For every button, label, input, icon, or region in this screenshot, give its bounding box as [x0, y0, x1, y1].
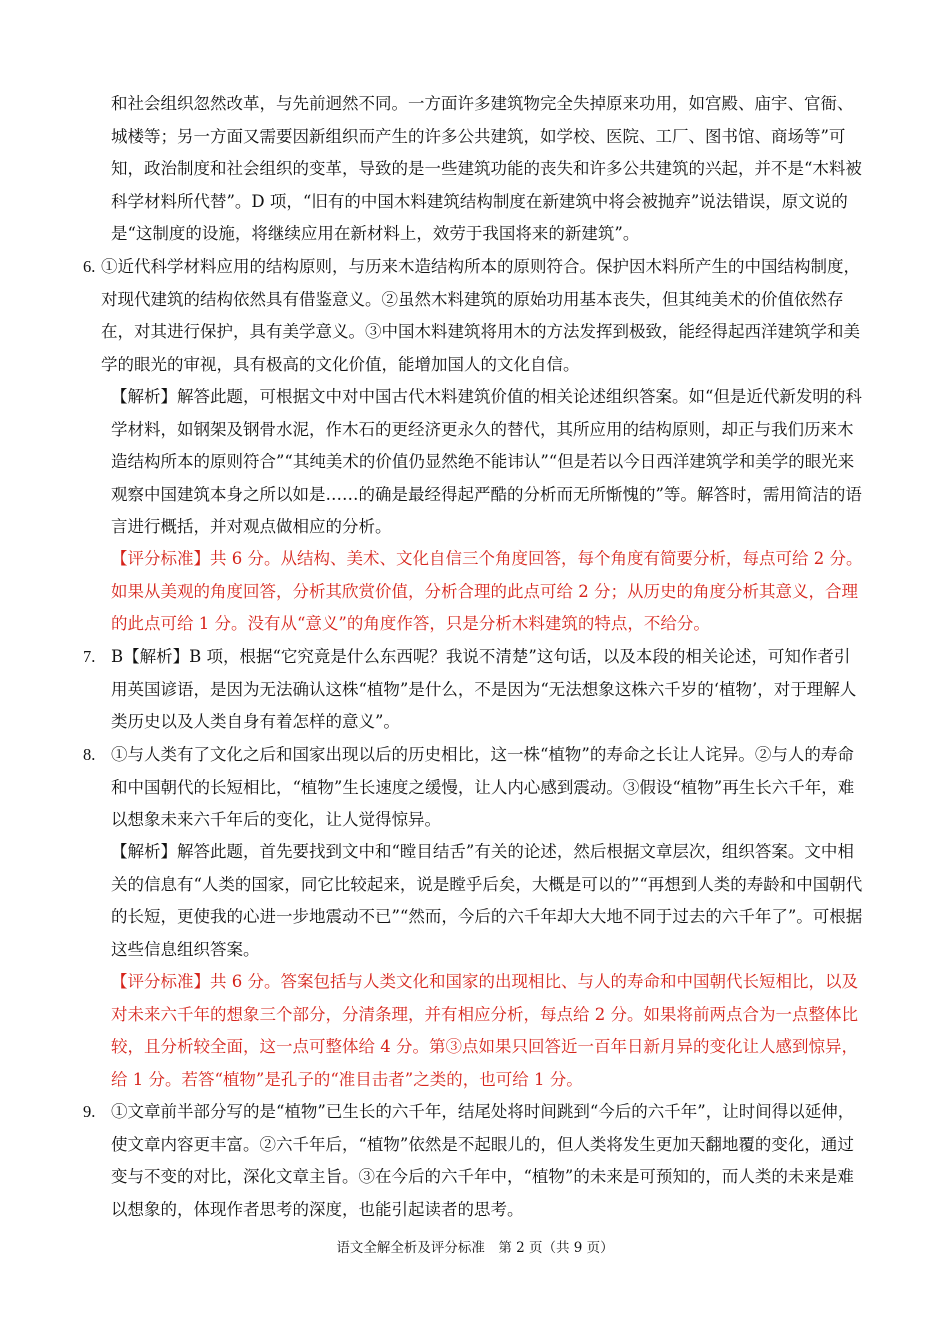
question-8-answer: ①与人类有了文化之后和国家出现以后的历史相比，这一株“植物”的寿命之长让人诧异。②与人的寿命和中国朝代的长短相比，“植物”生长速度之缓慢，让人内心感到震动。③假设“植物”再生长六千年，难以想象未来六千年后的变化，让人觉得惊异。: [111, 745, 855, 829]
question-8-analysis: 【解析】解答此题，首先要找到文中和“瞠目结舌”有关的论述，然后根据文章层次，组织答案。文中相关的信息有“人类的国家，同它比较起来，说是瞠乎后矣，大概是可以的”“再想到人类的寿龄和中国朝代的长短，更使我的心进一步地震动不已”“然而，今后的六千年却大大地不同于过去的六千年了”。可根据这些信息组织答案。: [111, 842, 863, 959]
question-7-number: 7.: [83, 647, 96, 666]
question-6-analysis: 【解析】解答此题，可根据文中对中国古代木料建筑价值的相关论述组织答案。如“但是近代新发明的科学材料，如钢架及钢骨水泥，作木石的更经济更永久的替代，其所应用的结构原则，却正与我们历来木造结构所本的原则符合”“其纯美术的价值仍显然绝不能讳认”“但是若以今日西洋建筑学和美学的眼光来观察中国建筑本身之所以如是……的确是最经得起严酷的分析而无所惭愧的”等。解答时，需用简洁的语言进行概括，并对观点做相应的分析。: [111, 387, 862, 536]
question-9-number: 9.: [83, 1102, 96, 1121]
question-8-number: 8.: [83, 745, 96, 764]
question-9-answer: ①文章前半部分写的是“植物”已生长的六千年，结尾处将时间跳到“今后的六千年”，让时间得以延伸，使文章内容更丰富。②六千年后，“植物”依然是不起眼儿的，但人类将发生更加天翻地覆的变化，通过变与不变的对比，深化文章主旨。③在今后的六千年中，“植物”的未来是可预知的，而人类的未来是难以想象的，体现作者思考的深度，也能引起读者的思考。: [111, 1102, 855, 1219]
question-6-number: 6.: [83, 257, 96, 276]
continuation-paragraph: 和社会组织忽然改革，与先前迥然不同。一方面许多建筑物完全失掉原来功用，如宫殿、庙宇、官衙、城楼等；另一方面又需要因新组织而产生的许多公共建筑，如学校、医院、工厂、图书馆、商场等”可知，政治制度和社会组织的变革，导致的是一些建筑功能的丧失和许多公共建筑的兴起，并不是“木料被科学材料所代替”。D 项，“旧有的中国木料建筑结构制度在新建筑中将会被抛弃”说法错误，原文说的是“这制度的设施，将继续应用在新材料上，效劳于我国将来的新建筑”。: [111, 94, 862, 243]
question-6-scoring: 【评分标准】共 6 分。从结构、美术、文化自信三个角度回答，每个角度有简要分析，每点可给 2 分。如果从美观的角度回答，分析其欣赏价值，分析合理的此点可给 2 分；从历史的角度分析其意义，合理的此点可给 1 分。没有从“意义”的角度作答，只是分析木料建筑的特点，不给分。: [111, 549, 863, 633]
question-7-answer: B【解析】B 项，根据“它究竟是什么东西呢？我说不清楚”这句话，以及本段的相关论述，可知作者引用英国谚语，是因为无法确认这株“植物”是什么，不是因为“无法想象这株六千岁的‘植物’，对于理解人类历史以及人类自身有着怎样的意义”。: [111, 647, 857, 731]
question-6-answer: ①近代科学材料应用的结构原则，与历来木造结构所本的原则符合。保护因木料所产生的中国结构制度，对现代建筑的结构依然具有借鉴意义。②虽然木料建筑的原始功用基本丧失，但其纯美术的价值依然存在，对其进行保护，具有美学意义。③中国木料建筑将用木的方法发挥到极致，能经得起西洋建筑学和美学的眼光的审视，具有极高的文化价值，能增加国人的文化自信。: [101, 257, 860, 374]
question-8-scoring: 【评分标准】共 6 分。答案包括与人类文化和国家的出现相比、与人的寿命和中国朝代长短相比，以及对未来六千年的想象三个部分，分清条理，并有相应分析，每点给 2 分。如果将前两点合为一点整体比较，且分析较全面，这一点可整体给 4 分。第③点如果只回答近一百年日新月异的变化让人感到惊异，给 1 分。若答“植物”是孔子的“准目击者”之类的，也可给 1 分。: [111, 972, 858, 1089]
page-footer: 语文全解全析及评分标准 第 2 页（共 9 页）: [336, 1240, 614, 1256]
